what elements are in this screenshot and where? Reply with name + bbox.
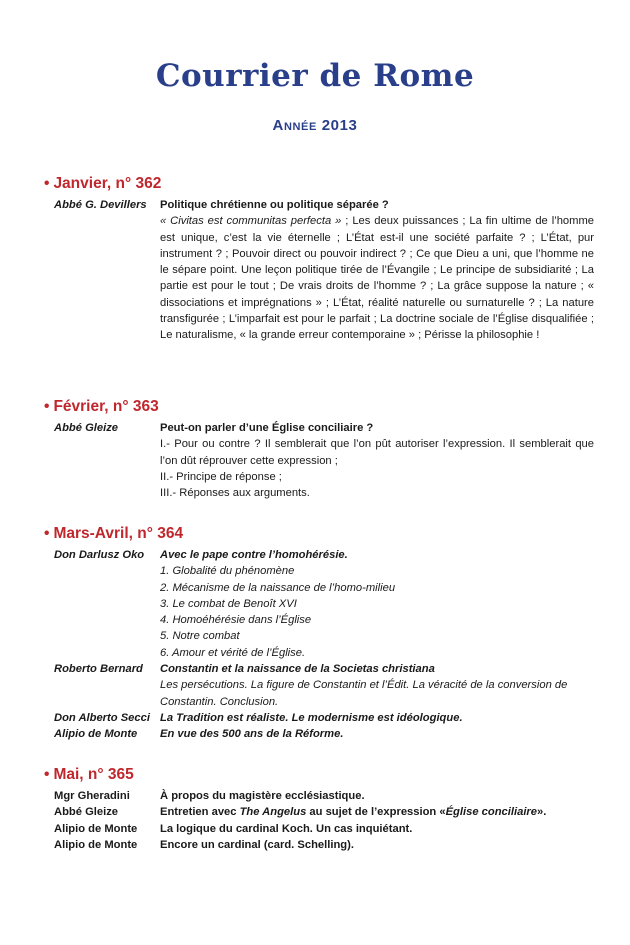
article-body — [160, 710, 594, 726]
article-author: Abbé Gleize — [54, 806, 119, 819]
article-entry — [44, 197, 594, 344]
section-janvier — [44, 173, 594, 344]
article-entry — [44, 821, 594, 837]
bullet-icon: • — [44, 766, 50, 783]
article-body — [160, 661, 594, 710]
bullet-icon: • — [44, 525, 50, 542]
article-summary: Les persécutions. La figure de Constantin et l’Édit. La véracité de la conversion de Constantin. Conclusion. — [160, 679, 568, 708]
article-summary-line: I.- Pour ou contre ? Il semblerait que l’on pût autoriser l’expression. Il semblerait que l’on dût réprouver cette expression ; — [160, 438, 594, 467]
article-author: Don Darlusz Oko — [54, 549, 145, 561]
article-title: La Tradition est réaliste. Le modernisme est idéologique. — [160, 711, 463, 724]
article-title: Encore un cardinal (card. Schelling). — [160, 838, 354, 851]
article-author: Mgr Gheradini — [54, 790, 130, 802]
article-author: Alipio de Monte — [54, 822, 138, 835]
masthead-title: Courrier de Rome — [155, 58, 475, 94]
article-author: Alipio de Monte — [54, 728, 138, 741]
article-entry — [44, 547, 594, 661]
outline-item: 2. Mécanisme de la naissance de l’homo-milieu — [160, 581, 396, 594]
article-title: Constantin et la naissance de la Societas christiana — [160, 663, 435, 676]
article-body — [160, 420, 594, 501]
article-entry — [44, 726, 594, 742]
outline-item: 1. Globalité du phénomène — [160, 565, 295, 578]
article-title: Avec le pape contre l’homohérésie. — [160, 549, 348, 561]
article-summary-line: III.- Réponses aux arguments. — [160, 487, 310, 500]
bullet-icon: • — [44, 175, 50, 192]
article-entry — [44, 661, 594, 710]
article-author: Alipio de Monte — [54, 838, 138, 851]
outline-item: 4. Homoéhérésie dans l’Église — [160, 614, 312, 627]
article-body — [160, 726, 594, 742]
section-heading: • Mars-Avril, n° 364 — [44, 523, 594, 545]
section-fevrier — [44, 396, 594, 501]
article-summary-line: II.- Principe de réponse ; — [160, 470, 282, 483]
section-heading: • Mai, n° 365 — [44, 764, 594, 786]
article-title: La logique du cardinal Koch. Un cas inquiétant. — [160, 822, 413, 835]
article-entry — [44, 804, 594, 820]
article-summary: « Civitas est communitas perfecta » ; Les deux puissances ; La fin ultime de l’homme est unique, c’est la vie éternelle ; L’État est-il une société parfaite ? ; L’État, pur instrument ? ; Pouvoir direct ou pouvoir indirect ? ; Ce que Dieu a uni, que l’homme ne le sépare point. Une leçon politique tirée de l’Évangile ; Le principe de subsidiarité ; La partie est pour le tout ; De vrais droits de l’homme ? ; La grâce suppose la nature ; « dissociations et imprégnations » ; L’État, réalité naturelle ou surnaturelle ? ; La nature transfigurée ; L’imparfait est pour le parfait ; La doctrine sociale de l’Église disqualifiée ; Le naturalisme, « la grande erreur contemporaine » ; Périsse la philosophie ! — [160, 215, 594, 342]
article-body — [160, 804, 594, 820]
article-entry — [44, 420, 594, 501]
article-body — [160, 547, 594, 661]
article-author: Abbé Gleize — [54, 422, 119, 434]
article-body — [160, 197, 594, 344]
article-title: En vue des 500 ans de la Réforme. — [160, 728, 344, 741]
article-author: Roberto Bernard — [54, 663, 143, 676]
outline-item: 5. Notre combat — [160, 630, 240, 643]
section-mars-avril — [44, 523, 594, 743]
section-mai — [44, 764, 594, 853]
article-entry — [44, 837, 594, 853]
section-heading: • Janvier, n° 362 — [44, 173, 594, 195]
article-title: À propos du magistère ecclésiastique. — [160, 790, 365, 802]
article-author: Abbé G. Devillers — [54, 199, 147, 211]
article-title: Politique chrétienne ou politique séparée ? — [160, 199, 389, 211]
article-entry — [44, 710, 594, 726]
article-entry — [44, 788, 594, 804]
year-heading: Année 2013 — [272, 117, 358, 134]
bullet-icon: • — [44, 398, 50, 415]
article-body — [160, 821, 594, 837]
article-outline — [160, 563, 594, 661]
outline-item: 3. Le combat de Benoît XVI — [160, 597, 297, 610]
outline-item: 6. Amour et vérité de l’Église. — [160, 646, 306, 659]
article-author: Don Alberto Secci — [54, 711, 150, 724]
article-body — [160, 788, 594, 804]
section-heading: • Février, n° 363 — [44, 396, 594, 418]
article-title: Peut-on parler d’une Église conciliaire ? — [160, 422, 374, 434]
article-title: Entretien avec The Angelus au sujet de l’expression «Église conciliaire». — [160, 806, 547, 819]
article-body — [160, 837, 594, 853]
